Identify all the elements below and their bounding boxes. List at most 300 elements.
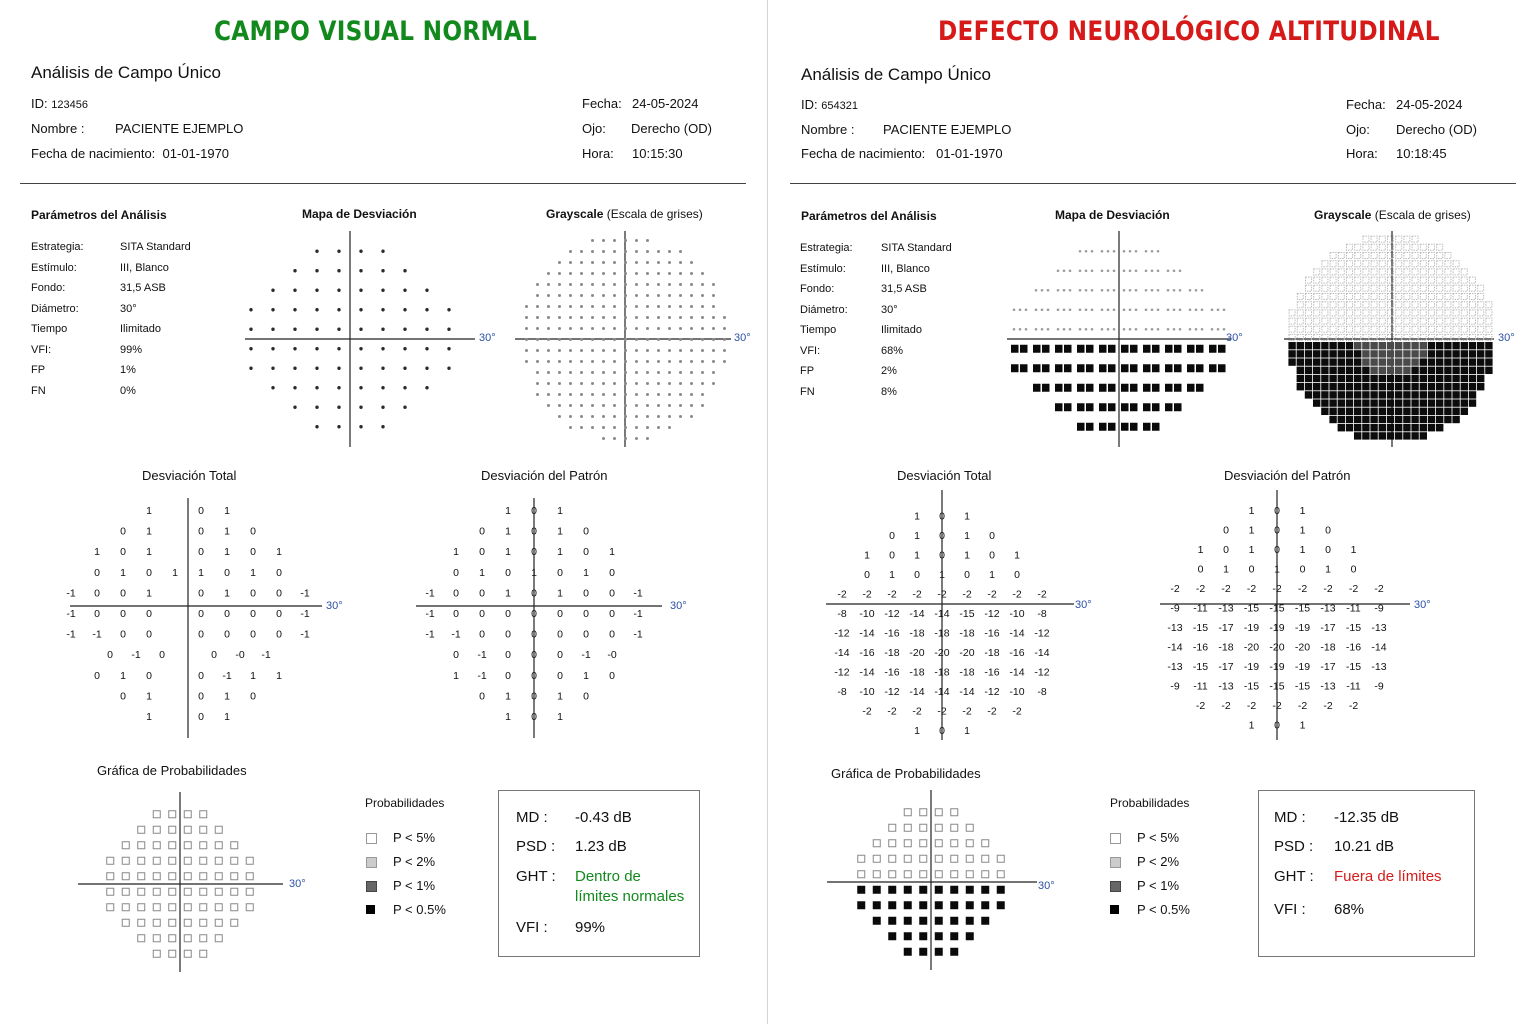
deviation-value: -17 [1320, 661, 1336, 673]
normal-point [293, 347, 296, 350]
exam-time: Hora: [582, 146, 614, 161]
normal-point [271, 367, 274, 370]
deviation-value: 1 [1299, 505, 1306, 517]
gray-block [1396, 269, 1402, 275]
gray-block [1412, 326, 1418, 332]
gray-block [1329, 416, 1336, 423]
gray-block [1404, 302, 1410, 308]
gray-block [1346, 399, 1353, 406]
probability-symbol [950, 901, 958, 909]
deviation-value: -14 [909, 608, 925, 620]
deviation-value: -2 [887, 705, 897, 718]
gray-block [1329, 408, 1336, 415]
normal-point [315, 250, 318, 253]
deviation-value: 1 [557, 505, 563, 517]
gray-dot [668, 250, 671, 253]
gray-block [1363, 277, 1369, 283]
gray-dot [723, 316, 726, 319]
deviation-value: 1 [914, 549, 920, 562]
gray-block [1363, 302, 1369, 308]
normal-point [1091, 308, 1094, 311]
gray-block [1362, 342, 1369, 349]
exam-time: Hora: [1346, 146, 1378, 161]
normal-point [1101, 308, 1104, 311]
gray-block [1354, 399, 1361, 406]
ght-value-line2: límites normales [575, 888, 685, 905]
gray-dot [690, 415, 693, 418]
deviation-value: 0 [531, 608, 537, 620]
probability-symbol [122, 873, 129, 880]
gray-block [1370, 416, 1377, 423]
gray-dot [558, 261, 561, 264]
gray-block [1370, 358, 1377, 365]
gray-dot [591, 415, 594, 418]
gray-block [1330, 302, 1336, 308]
gray-block [1338, 424, 1345, 431]
gray-block [1420, 358, 1427, 365]
deviation-value: -16 [884, 666, 900, 679]
deviation-value: 1 [1299, 544, 1306, 556]
depressed-point [1130, 345, 1138, 353]
deviation-value: 0 [1223, 544, 1229, 556]
param-value: 31,5 ASB [881, 283, 927, 295]
probability-symbol [138, 842, 145, 849]
psd-label: PSD : [1274, 838, 1314, 855]
gray-dot [646, 371, 649, 374]
depressed-point [1086, 345, 1094, 353]
normal-point [1101, 328, 1104, 331]
gray-block [1478, 335, 1484, 341]
gray-dot [635, 415, 638, 418]
gray-dot [635, 283, 638, 286]
gray-block [1444, 375, 1451, 382]
deviation-value: 0 [557, 669, 563, 682]
gray-block [1371, 302, 1377, 308]
deviation-value: -15 [1192, 661, 1209, 673]
deviation-value: -12 [984, 608, 1000, 620]
deviation-value: -14 [959, 686, 975, 698]
gray-block [1404, 269, 1410, 275]
gray-dot [635, 294, 638, 297]
deviation-value: -12 [834, 627, 850, 640]
psd-value: 10.21 dB [1334, 838, 1395, 855]
gray-dot [569, 393, 572, 396]
deviation-value: 1 [914, 725, 920, 737]
gray-block [1420, 375, 1427, 382]
gray-dot [668, 261, 671, 264]
probability-symbol [951, 824, 958, 831]
probability-symbol [169, 811, 176, 818]
probability-symbol [153, 842, 160, 849]
deviation-value: 0 [453, 649, 459, 662]
gray-dot [602, 294, 605, 297]
gray-block [1322, 277, 1328, 283]
deviation-value: 0 [479, 608, 485, 620]
gray-block [1478, 294, 1484, 300]
normal-point [359, 386, 362, 389]
gray-dot [569, 415, 572, 418]
deviation-value: -16 [859, 647, 875, 659]
gray-dot [602, 338, 605, 341]
deviation-value: -16 [1192, 641, 1209, 654]
probability-symbol [950, 932, 958, 940]
deviation-value: -12 [984, 686, 1000, 698]
normal-point [381, 250, 384, 253]
gray-block [1371, 326, 1377, 332]
gray-block [1338, 302, 1344, 308]
gray-block [1403, 408, 1410, 415]
gray-dot [602, 239, 605, 242]
gray-dot [701, 393, 704, 396]
gray-dot [558, 415, 561, 418]
gray-block [1322, 335, 1328, 341]
deviation-value: -2 [1297, 700, 1308, 712]
deviation-value: 1 [964, 510, 970, 523]
summary-box [1258, 790, 1475, 957]
gray-block [1428, 408, 1435, 415]
depressed-point [1130, 403, 1138, 411]
normal-point [447, 347, 450, 350]
gray-dot [525, 360, 528, 363]
gray-block [1412, 244, 1418, 250]
param-value: III, Blanco [881, 262, 930, 275]
param-value: Ilimitado [881, 324, 922, 336]
gray-dot [569, 426, 572, 429]
gray-dot [591, 404, 594, 407]
gray-block [1355, 302, 1361, 308]
gray-block [1436, 408, 1443, 415]
gray-block [1420, 318, 1426, 324]
probability-plot-title: Gráfica de Probabilidades [831, 766, 981, 781]
normal-point [1123, 289, 1126, 292]
gray-block [1314, 302, 1320, 308]
normal-point [1113, 269, 1116, 272]
gray-block [1469, 350, 1476, 357]
deviation-value: 0 [1274, 524, 1280, 537]
gray-block [1411, 391, 1418, 398]
deviation-value: 0 [276, 608, 282, 620]
deviation-value: 1 [557, 711, 563, 723]
deviation-value: -15 [1294, 602, 1311, 615]
deviation-value: 1 [1350, 544, 1357, 556]
deviation-value: -14 [934, 608, 950, 620]
deviation-value: 0 [146, 669, 152, 682]
gray-block [1403, 432, 1410, 439]
depressed-point [1174, 364, 1182, 372]
gray-block [1346, 383, 1353, 390]
exam-date-value: 24-05-2024 [632, 96, 699, 111]
gray-dot [536, 283, 539, 286]
gray-block [1330, 335, 1336, 341]
gray-block [1314, 318, 1320, 324]
gray-dot [558, 272, 561, 275]
gray-dot [701, 305, 704, 308]
deviation-value: 0 [198, 669, 204, 682]
gray-dot [525, 327, 528, 330]
gray-block [1461, 391, 1468, 398]
ght-label: GHT : [1274, 868, 1314, 885]
gray-block [1362, 416, 1369, 423]
depressed-point [1055, 384, 1063, 392]
gray-block [1477, 383, 1484, 390]
depressed-point [1011, 364, 1019, 372]
gray-dot [668, 294, 671, 297]
gray-block [1453, 318, 1459, 324]
gray-block [1387, 408, 1394, 415]
deviation-value: 1 [505, 690, 511, 703]
normal-point [249, 367, 252, 370]
deviation-value: 0 [989, 549, 995, 562]
normal-point [381, 308, 384, 311]
gray-dot [657, 404, 660, 407]
legend-label: P < 1% [393, 878, 436, 893]
gray-block [1362, 350, 1369, 357]
gray-dot [580, 349, 583, 352]
normal-point [337, 250, 340, 253]
probability-symbol [981, 917, 989, 925]
normal-point [271, 347, 274, 350]
depressed-point [1077, 423, 1085, 431]
gray-block [1297, 367, 1304, 374]
gray-dot [558, 294, 561, 297]
gray-dot [635, 250, 638, 253]
gray-block [1470, 318, 1476, 324]
pattern-deviation-grid [416, 498, 666, 738]
probability-symbol [169, 919, 176, 926]
gray-dot [679, 305, 682, 308]
gray-block [1461, 358, 1468, 365]
depressed-point [1086, 423, 1094, 431]
normal-point [293, 289, 296, 292]
gray-block [1288, 358, 1295, 365]
normal-point [293, 406, 296, 409]
normal-point [381, 289, 384, 292]
deviation-value: 1 [453, 546, 459, 559]
gray-block [1429, 294, 1435, 300]
gray-dot [591, 338, 594, 341]
depressed-point [1108, 423, 1116, 431]
deviation-value: -8 [1037, 608, 1047, 620]
gray-dot [668, 327, 671, 330]
exam-time-value: 10:18:45 [1396, 146, 1447, 161]
deviation-value: -19 [1243, 622, 1260, 634]
deviation-value: -1 [633, 628, 643, 641]
gray-block [1395, 424, 1402, 431]
depressed-point [1055, 364, 1063, 372]
gray-block [1420, 424, 1427, 431]
gray-dot [646, 382, 649, 385]
gray-block [1403, 367, 1410, 374]
depressed-point [1064, 345, 1072, 353]
gray-block [1478, 302, 1484, 308]
probability-symbol [138, 873, 145, 880]
gray-dot [536, 305, 539, 308]
deviation-value: -20 [909, 647, 925, 659]
param-label: FN [31, 384, 46, 397]
probability-symbol [951, 855, 958, 862]
gray-block [1387, 383, 1394, 390]
gray-dot [690, 371, 693, 374]
deviation-value: 1 [964, 530, 970, 542]
gray-block [1362, 408, 1369, 415]
probability-symbol [981, 886, 989, 894]
deviation-value: 1 [557, 587, 563, 600]
param-label: Tiempo [800, 324, 837, 336]
total-deviation-grid [66, 498, 322, 738]
normal-point [1035, 328, 1038, 331]
gray-block [1396, 277, 1402, 283]
gray-block [1370, 399, 1377, 406]
normal-point [271, 308, 274, 311]
gray-dot [569, 294, 572, 297]
gray-dot [547, 382, 550, 385]
probability-symbol [215, 842, 222, 849]
gray-block [1411, 424, 1418, 431]
gray-block [1370, 383, 1377, 390]
deviation-value: -2 [1246, 700, 1257, 712]
deviation-value: -8 [1037, 686, 1047, 698]
gray-block [1395, 350, 1402, 357]
gray-block [1329, 367, 1336, 374]
gray-dot [613, 371, 616, 374]
deviation-value: 1 [1248, 544, 1255, 556]
gray-block [1445, 269, 1451, 275]
deviation-value: 1 [250, 566, 256, 579]
gray-dot [723, 327, 726, 330]
gray-block [1379, 358, 1386, 365]
gray-block [1411, 383, 1418, 390]
md-value: -0.43 dB [575, 809, 632, 826]
normal-point [1091, 328, 1094, 331]
deviation-value: 1 [1197, 544, 1204, 556]
gray-block [1387, 391, 1394, 398]
deviation-value: -10 [1009, 608, 1025, 620]
gray-block [1461, 342, 1468, 349]
gray-dot [547, 305, 550, 308]
gray-dot [580, 327, 583, 330]
gray-block [1387, 432, 1394, 439]
gray-block [1379, 399, 1386, 406]
probability-symbol [153, 950, 160, 957]
normal-point [1025, 308, 1028, 311]
param-label: VFI: [31, 343, 52, 356]
probability-symbol [169, 873, 176, 880]
normal-point [359, 250, 362, 253]
probability-symbol [904, 901, 912, 909]
deviation-value: -10 [859, 686, 875, 698]
gray-dot [624, 437, 627, 440]
normal-point [1113, 328, 1116, 331]
deviation-value: 1 [224, 546, 230, 559]
deviation-value: -2 [1012, 705, 1022, 718]
probability-symbol [122, 919, 129, 926]
gray-block [1437, 285, 1443, 291]
deviation-value: 0 [94, 608, 100, 620]
deviation-value: 0 [250, 608, 256, 620]
gray-dot [668, 338, 671, 341]
deviation-value: 0 [989, 530, 995, 542]
probability-symbol [919, 948, 927, 956]
gray-block [1437, 244, 1443, 250]
probability-symbol [231, 857, 238, 864]
gray-block [1329, 399, 1336, 406]
deviation-value: -18 [1320, 641, 1336, 654]
gray-block [1306, 318, 1312, 324]
deviation-value: 0 [198, 628, 204, 641]
probability-symbol [904, 886, 912, 894]
normal-point [1123, 308, 1126, 311]
gray-dot [712, 327, 715, 330]
grayscale-30-label: 30° [734, 332, 751, 344]
param-value: 30° [120, 302, 137, 315]
gray-block [1321, 408, 1328, 415]
gray-block [1395, 367, 1402, 374]
legend-label: P < 2% [393, 854, 436, 869]
gray-block [1297, 310, 1303, 316]
param-value: 2% [881, 365, 897, 377]
depressed-point [1099, 364, 1107, 372]
deviation-value: -20 [934, 647, 950, 659]
normal-point [425, 289, 428, 292]
legend-title: Probabilidades [1110, 796, 1190, 810]
gray-block [1436, 399, 1443, 406]
gray-block [1289, 318, 1295, 324]
gray-block [1355, 326, 1361, 332]
deviation-value: -13 [1320, 680, 1336, 693]
deviation-value: -1 [477, 669, 487, 682]
gray-dot [558, 360, 561, 363]
normal-point [1085, 308, 1088, 311]
gray-block [1429, 285, 1435, 291]
gray-dot [668, 360, 671, 363]
depressed-point [1218, 364, 1226, 372]
gray-block [1355, 294, 1361, 300]
deviation-value: -2 [1037, 588, 1047, 601]
normal-point [315, 425, 318, 428]
normal-point [1107, 328, 1110, 331]
gray-block [1404, 253, 1410, 259]
normal-point [1217, 308, 1220, 311]
probability-symbol [215, 919, 222, 926]
probability-symbol [966, 886, 974, 894]
gray-block [1404, 285, 1410, 291]
gray-dot [657, 316, 660, 319]
deviation-value: 1 [146, 546, 152, 559]
deviation-value: 0 [864, 569, 870, 581]
gray-block [1313, 342, 1320, 349]
gray-block [1329, 350, 1336, 357]
param-label: Estímulo: [31, 261, 77, 274]
deviation-value: 1 [914, 510, 920, 523]
gray-block [1370, 342, 1377, 349]
gray-block [1314, 335, 1320, 341]
gray-block [1297, 326, 1303, 332]
gray-block [1379, 310, 1385, 316]
gray-block [1354, 432, 1361, 439]
gray-dot [646, 437, 649, 440]
deviation-value: 1 [939, 569, 945, 581]
gray-block [1379, 391, 1386, 398]
depressed-point [1033, 364, 1041, 372]
gray-block [1396, 318, 1402, 324]
gray-block [1346, 408, 1353, 415]
gray-dot [635, 404, 638, 407]
gray-block [1363, 294, 1369, 300]
gray-block [1437, 310, 1443, 316]
gray-block [1429, 335, 1435, 341]
gray-block [1313, 350, 1320, 357]
gray-dot [668, 305, 671, 308]
